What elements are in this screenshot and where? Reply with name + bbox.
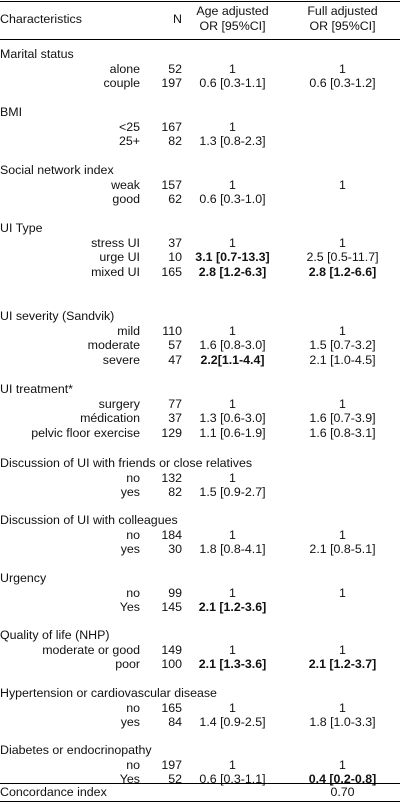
- row-age-adjusted-or: 1: [229, 177, 236, 192]
- row-age-adjusted-or: 0.6 [0.3-1.0]: [199, 192, 266, 206]
- row-n: 77: [168, 396, 182, 411]
- row-age-adjusted-or: 1: [229, 700, 236, 715]
- row-age-adjusted-or: 1: [229, 757, 236, 772]
- row-age-adjusted-or: 0.6 [0.3-1.1]: [199, 76, 266, 90]
- row-label: poor: [115, 657, 140, 671]
- row-age-adjusted-or: 1: [229, 119, 236, 134]
- row-n: 149: [161, 642, 182, 657]
- concordance-label: Concordance index: [0, 785, 107, 799]
- row-n: 47: [168, 352, 182, 367]
- row-label: yes: [120, 715, 140, 729]
- row-full-adjusted-or: 1: [339, 235, 346, 250]
- row-full-adjusted-or: 2.1 [1.2-3.7]: [308, 657, 377, 671]
- row-label: 25+: [118, 134, 140, 148]
- row-age-adjusted-or: 1.3 [0.6-3.0]: [199, 411, 266, 425]
- row-age-adjusted-or: 1: [229, 470, 236, 485]
- row-n: 57: [168, 338, 182, 352]
- row-n: 82: [168, 485, 182, 499]
- row-label: no: [126, 470, 140, 485]
- row-full-adjusted-or: 2.1 [0.8-5.1]: [309, 542, 376, 556]
- row-label: moderate or good: [42, 642, 140, 657]
- footer-top-rule: [0, 783, 400, 784]
- row-n: 184: [161, 527, 182, 542]
- row-n: 52: [168, 772, 182, 786]
- group-title: BMI: [0, 105, 23, 119]
- row-n: 99: [168, 585, 182, 600]
- row-age-adjusted-or: 1: [229, 61, 236, 76]
- bottom-rule: [0, 801, 400, 802]
- row-full-adjusted-or: 2.1 [1.0-4.5]: [309, 352, 376, 367]
- group-title: Hypertension or cardiovascular disease: [0, 686, 217, 700]
- header-full-adjusted-1: Full adjusted: [307, 4, 378, 18]
- row-n: 132: [161, 470, 182, 485]
- row-full-adjusted-or: 0.6 [0.3-1.2]: [309, 76, 376, 90]
- group-title: Quality of life (NHP): [0, 628, 110, 642]
- row-label: no: [126, 757, 140, 772]
- row-n: 10: [168, 250, 182, 264]
- row-age-adjusted-or: 1.5 [0.9-2.7]: [199, 485, 266, 499]
- row-n: 62: [168, 192, 182, 206]
- header-n: N: [173, 12, 182, 26]
- row-label: alone: [109, 61, 140, 76]
- header-age-adjusted-2: OR [95%CI]: [199, 19, 266, 33]
- row-n: 82: [168, 134, 182, 148]
- header-full-adjusted-2: OR [95%CI]: [309, 19, 376, 33]
- row-n: 100: [161, 657, 182, 671]
- row-age-adjusted-or: 1.6 [0.8-3.0]: [199, 338, 266, 352]
- row-age-adjusted-or: 1.3 [0.8-2.3]: [199, 134, 266, 148]
- row-n: 165: [161, 700, 182, 715]
- row-label: stress UI: [91, 235, 140, 250]
- row-full-adjusted-or: 1.5 [0.7-3.2]: [309, 338, 376, 352]
- row-full-adjusted-or: 2.8 [1.2-6.6]: [308, 264, 377, 279]
- row-age-adjusted-or: 2.1 [1.2-3.6]: [198, 600, 267, 614]
- row-age-adjusted-or: 1: [229, 585, 236, 600]
- header-age-adjusted-1: Age adjusted: [196, 4, 269, 18]
- row-label: pelvic floor exercise: [31, 425, 140, 440]
- row-full-adjusted-or: 1.8 [1.0-3.3]: [309, 715, 376, 729]
- row-full-adjusted-or: 2.5 [0.5-11.7]: [306, 250, 379, 264]
- row-age-adjusted-or: 2.8 [1.2-6.3]: [198, 264, 267, 279]
- row-age-adjusted-or: 3.1 [0.7-13.3]: [195, 250, 270, 264]
- row-age-adjusted-or: 0.6 [0.3-1.1]: [199, 772, 266, 786]
- row-n: 129: [161, 425, 182, 440]
- row-full-adjusted-or: 1: [339, 396, 346, 411]
- row-n: 84: [168, 715, 182, 729]
- row-n: 197: [161, 76, 182, 90]
- row-age-adjusted-or: 1: [229, 235, 236, 250]
- group-title: Discussion of UI with colleagues: [0, 513, 178, 527]
- group-title: Diabetes or endocrinopathy: [0, 743, 152, 757]
- group-title: Marital status: [0, 47, 74, 61]
- row-n: 197: [161, 757, 182, 772]
- row-age-adjusted-or: 1.4 [0.9-2.5]: [199, 715, 266, 729]
- row-label: yes: [120, 485, 140, 499]
- row-label: no: [126, 585, 140, 600]
- row-age-adjusted-or: 1: [229, 323, 236, 338]
- row-full-adjusted-or: 1: [339, 323, 346, 338]
- group-title: Social network index: [0, 163, 114, 177]
- row-n: 110: [162, 323, 182, 338]
- row-full-adjusted-or: 1: [339, 700, 346, 715]
- row-label: urge UI: [99, 250, 140, 264]
- row-full-adjusted-or: 1.6 [0.8-3.1]: [309, 425, 376, 440]
- row-full-adjusted-or: 1.6 [0.7-3.9]: [309, 411, 376, 425]
- row-n: 37: [168, 235, 182, 250]
- row-n: 165: [161, 264, 182, 279]
- row-n: 157: [161, 177, 182, 192]
- row-label: surgery: [98, 396, 140, 411]
- row-n: 37: [168, 411, 182, 425]
- row-label: mixed UI: [91, 264, 140, 279]
- row-label: <25: [118, 119, 140, 134]
- row-label: good: [112, 192, 140, 206]
- row-label: Yes: [119, 600, 140, 614]
- header-rule: [0, 39, 400, 40]
- row-n: 167: [161, 119, 182, 134]
- row-full-adjusted-or: 1: [339, 61, 346, 76]
- group-title: Urgency: [0, 571, 47, 585]
- row-age-adjusted-or: 1.8 [0.8-4.1]: [199, 542, 266, 556]
- row-full-adjusted-or: 1: [339, 585, 346, 600]
- row-age-adjusted-or: 1: [229, 396, 236, 411]
- row-n: 30: [168, 542, 182, 556]
- row-age-adjusted-or: 1: [229, 642, 236, 657]
- row-label: Yes: [119, 772, 140, 786]
- row-full-adjusted-or: 1: [339, 642, 346, 657]
- row-full-adjusted-or: 1: [339, 177, 346, 192]
- group-title: UI treatment*: [0, 382, 73, 396]
- group-title: Discussion of UI with friends or close relatives: [0, 456, 253, 470]
- row-n: 52: [168, 61, 182, 76]
- row-label: weak: [111, 177, 140, 192]
- row-label: no: [126, 700, 140, 715]
- row-label: moderate: [87, 338, 140, 352]
- row-age-adjusted-or: 2.1 [1.3-3.6]: [198, 657, 267, 671]
- row-label: médication: [80, 411, 140, 425]
- concordance-value: 0.70: [330, 785, 355, 799]
- row-age-adjusted-or: 1.1 [0.6-1.9]: [199, 425, 266, 440]
- row-label: no: [126, 527, 140, 542]
- row-label: mild: [117, 323, 140, 338]
- row-label: yes: [120, 542, 140, 556]
- row-age-adjusted-or: 2.2[1.1-4.4]: [200, 352, 265, 367]
- header-characteristics: Characteristics: [0, 12, 82, 26]
- row-label: severe: [102, 352, 140, 367]
- row-full-adjusted-or: 1: [339, 527, 346, 542]
- row-age-adjusted-or: 1: [229, 527, 236, 542]
- group-title: UI Type: [0, 221, 43, 235]
- row-n: 145: [161, 600, 182, 614]
- row-label: couple: [103, 76, 140, 90]
- row-full-adjusted-or: 0.4 [0.2-0.8]: [308, 772, 377, 786]
- row-full-adjusted-or: 1: [339, 757, 346, 772]
- group-title: UI severity (Sandvik): [0, 309, 115, 323]
- top-rule: [0, 1, 400, 2]
